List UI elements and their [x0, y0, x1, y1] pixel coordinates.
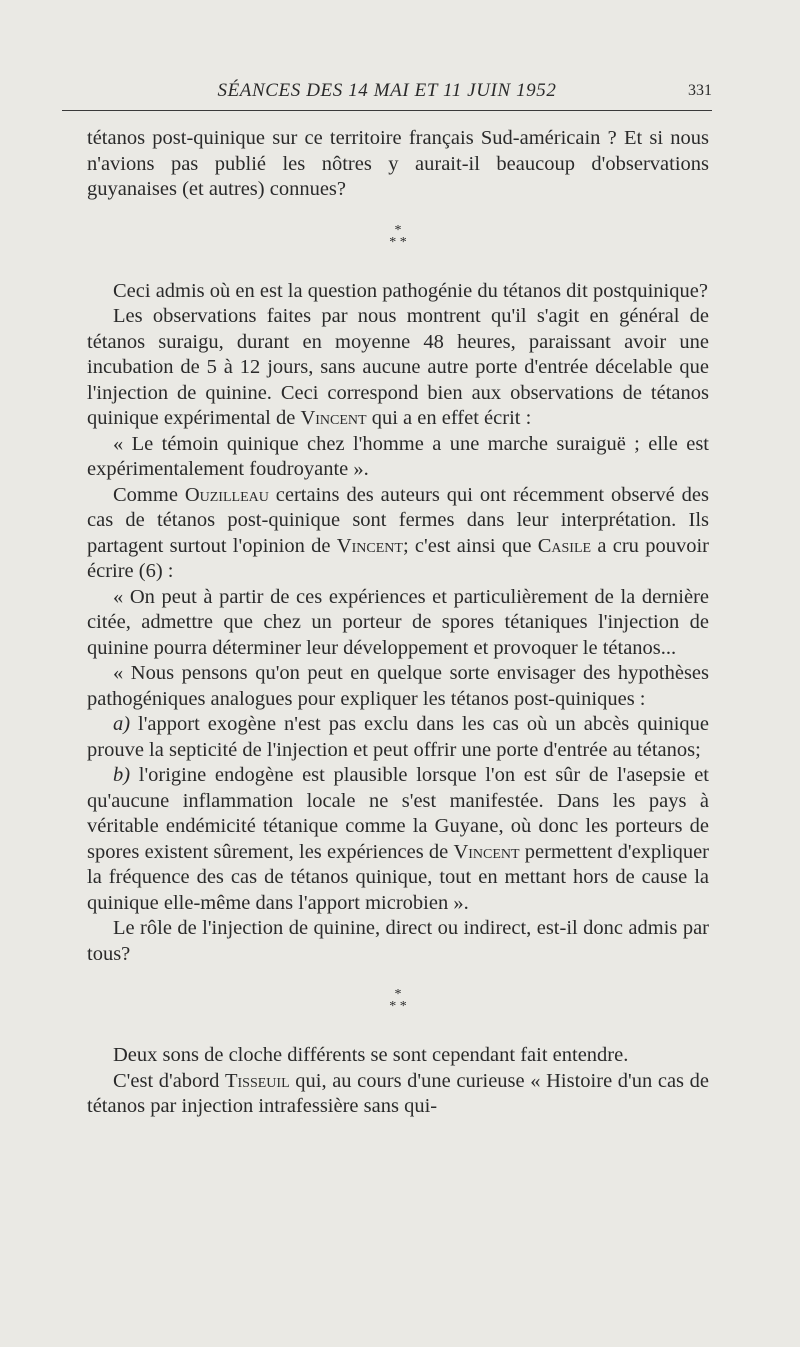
paragraph: Deux sons de cloche différents se sont cependant fait entendre. [113, 1044, 629, 1066]
text-run: permettent d'expliquer la fréquence des cas de tétanos quinique, tout en mettant hors de cause la quinique elle-même dans l'apport microbien ». [87, 840, 709, 914]
section-separator [87, 222, 709, 250]
text-run: Les observations faites par nous montrent qu'il s'agit en général de tétanos suraigu, durant en moyenne 48 heures, paraissant avoir une incubation de 5 à 12 jours, sans aucune autre porte d'entrée décelable que l'injection de quinine. Ceci correspond bien aux observations de tétanos quinique expérimental de [87, 305, 709, 429]
item-letter: b) [113, 764, 131, 786]
separator-star: * [394, 987, 402, 1002]
paragraph [87, 1069, 709, 1120]
list-item [87, 763, 709, 916]
quotation: « Nous pensons qu'on peut en quelque sorte envisager des hypothèses pathogéniques analogues pour expliquer les tétanos post-quiniques : [87, 662, 709, 710]
text-run: ; c'est ainsi que [402, 534, 538, 557]
body-text [87, 126, 709, 1120]
page-number: 331 [688, 82, 712, 99]
text-run: C'est d'abord [113, 1069, 225, 1092]
running-header [62, 80, 712, 111]
text-run: a cru pouvoir écrire (6) : [87, 534, 710, 582]
paragraph [87, 304, 709, 432]
list-item [87, 712, 709, 763]
author-name: Vincent [453, 840, 520, 863]
separator-stars: * * [389, 234, 407, 250]
text-run: qui a en effet écrit : [366, 407, 532, 429]
paragraph [87, 483, 709, 585]
text-run: l'apport exogène n'est pas exclu dans les cas où un abcès quinique prouve la septicité de l'injection et peut offrir une porte d'entrée au tétanos; [87, 713, 709, 761]
text-run: l'origine endogène est plausible lorsque l'on est sûr de l'asepsie et qu'aucune inflammation locale ne s'est manifestée. Dans les pays à véritable endémicité tétanique comme la Guyane, où donc les porteurs de spores existent sûrement, les expériences de [87, 764, 709, 863]
author-name: Vincent [336, 534, 403, 557]
item-letter: a) [113, 713, 131, 735]
text-run: Comme [113, 483, 185, 506]
author-name: Ouzilleau [184, 483, 269, 506]
paragraph: Ceci admis où en est la question pathogénie du tétanos dit postquinique? [113, 279, 708, 302]
quotation: « On peut à partir de ces expériences et particulièrement de la dernière citée, admettre que chez un porteur de spores tétaniques l'injection de quinine pourra déterminer leur développement et provoquer le tétanos... [87, 585, 709, 659]
text-run: certains des auteurs qui ont récemment observé des cas de tétanos post-quinique sont fermes dans leur interprétation. Ils partagent surtout l'opinion de [87, 483, 710, 557]
author-name: Tisseuil [225, 1069, 290, 1092]
author-name: Casile [537, 534, 592, 557]
author-name: Vincent [300, 407, 367, 429]
paragraph: Le rôle de l'injection de quinine, direct ou indirect, est-il donc admis par tous? [87, 917, 709, 965]
separator-star: * [394, 222, 402, 238]
text-run: qui, au cours d'une curieuse « Histoire d'un cas de tétanos par injection intrafessière sans qui- [87, 1069, 709, 1117]
quotation: « Le témoin quinique chez l'homme a une marche suraiguë ; elle est expérimentalement foudroyante ». [87, 432, 709, 480]
paragraph: tétanos post-quinique sur ce territoire français Sud-américain ? Et si nous n'avions pas publié les nôtres y aurait-il beaucoup d'observations guyanaises (et autres) connues? [87, 127, 709, 200]
separator-stars: * * [389, 999, 407, 1014]
header-title: SÉANCES DES 14 MAI ET 11 JUIN 1952 [217, 80, 557, 101]
section-separator [87, 989, 709, 1013]
